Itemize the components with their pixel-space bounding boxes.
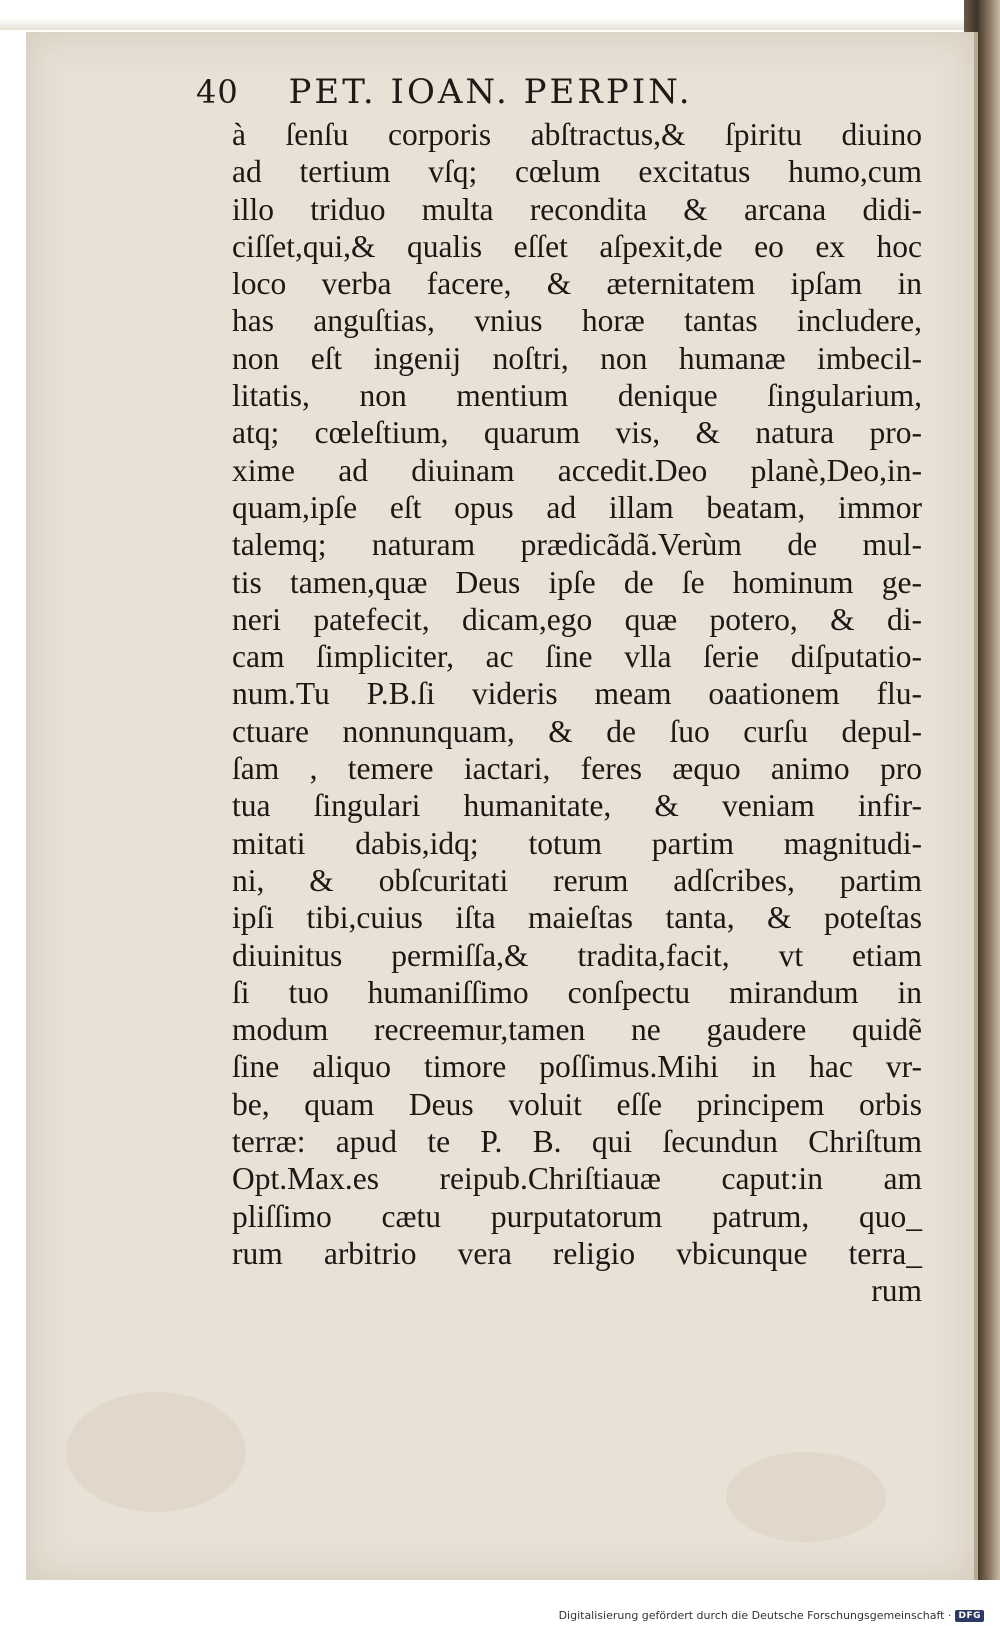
running-title: PET. IOAN. PERPIN. bbox=[288, 72, 693, 112]
paper-stain bbox=[66, 1392, 246, 1512]
text-line: ad tertium vſq; cœlum excitatus humo,cum bbox=[232, 154, 922, 190]
text-line: illo triduo multa recondita & arcana didi- bbox=[232, 191, 922, 227]
dfg-logo: DFG bbox=[955, 1610, 984, 1622]
text-line: rum arbitrio vera religio vbicunque terra_ bbox=[232, 1235, 922, 1271]
text-line: neri patefecit, dicam,ego quæ potero, & di- bbox=[232, 601, 922, 637]
text-line: num.Tu P.B.ſi videris meam oaationem flu- bbox=[232, 676, 922, 712]
text-line: ni, & obſcuritati rerum adſcribes, partim bbox=[232, 862, 922, 898]
text-line: quam,ipſe eſt opus ad illam beatam, immor bbox=[232, 489, 922, 525]
text-line: Opt.Max.es reipub.Chriſtiauæ caput:in am bbox=[232, 1161, 922, 1197]
text-line: modum recreemur,tamen ne gaudere quidẽ bbox=[232, 1012, 922, 1048]
text-line: talemq; naturam prædicãdã.Verùm de mul- bbox=[232, 527, 922, 563]
text-line: has anguſtias, vnius horæ tantas includere, bbox=[232, 303, 922, 339]
text-line: diuinitus permiſſa,& tradita,facit, vt etiam bbox=[232, 937, 922, 973]
text-line: à ſenſu corporis abſtractus,& ſpiritu diuino bbox=[232, 117, 922, 152]
text-line: loco verba facere, & æternitatem ipſam in bbox=[232, 266, 922, 302]
text-line: rum bbox=[871, 1273, 922, 1309]
text-line: tua ſingulari humanitate, & veniam infir- bbox=[232, 788, 922, 824]
text-line: ciſſet,qui,& qualis eſſet aſpexit,de eo ex hoc bbox=[232, 228, 922, 264]
digitization-credit bbox=[559, 1609, 984, 1622]
text-line: tis tamen,quæ Deus ipſe de ſe hominum ge- bbox=[232, 564, 922, 600]
text-line: ipſi tibi,cuius iſta maieſtas tanta, & poteſtas bbox=[232, 900, 922, 936]
text-line: atq; cœleſtium, quarum vis, & natura pro- bbox=[232, 415, 922, 451]
text-line: be, quam Deus voluit eſſe principem orbis bbox=[232, 1086, 922, 1122]
text-line: pliſſimo cætu purputatorum patrum, quo_ bbox=[232, 1198, 922, 1234]
text-line: non eſt ingenij noſtri, non humanæ imbecil- bbox=[232, 340, 922, 376]
text-line: cam ſimpliciter, ac ſine vlla ſerie diſputatio- bbox=[232, 639, 922, 675]
page-number: 40 bbox=[196, 73, 239, 111]
text-line: ſam , temere iactari, feres æquo animo pro bbox=[232, 751, 922, 787]
text-line: ſi tuo humaniſſimo conſpectu mirandum in bbox=[232, 974, 922, 1010]
text-line: xime ad diuinam accedit.Deo planè,Deo,in- bbox=[232, 452, 922, 488]
paper-stain bbox=[726, 1452, 886, 1542]
text-line: mitati dabis,idq; totum partim magnitudi- bbox=[232, 825, 922, 861]
text-line: ctuare nonnunquam, & de ſuo curſu depul- bbox=[232, 713, 922, 749]
scan-top-edge bbox=[0, 0, 1000, 30]
running-header bbox=[196, 72, 693, 112]
credit-text: Digitalisierung gefördert durch die Deutsche Forschungsgemeinschaft · bbox=[558, 1609, 952, 1622]
text-line: litatis, non mentium denique ſingularium, bbox=[232, 378, 922, 414]
page-body-text bbox=[232, 116, 922, 1310]
text-line: terræ: apud te P. B. qui ſecundun Chriſtum bbox=[232, 1124, 922, 1160]
text-line: ſine aliquo timore poſſimus.Mihi in hac vr- bbox=[232, 1049, 922, 1085]
